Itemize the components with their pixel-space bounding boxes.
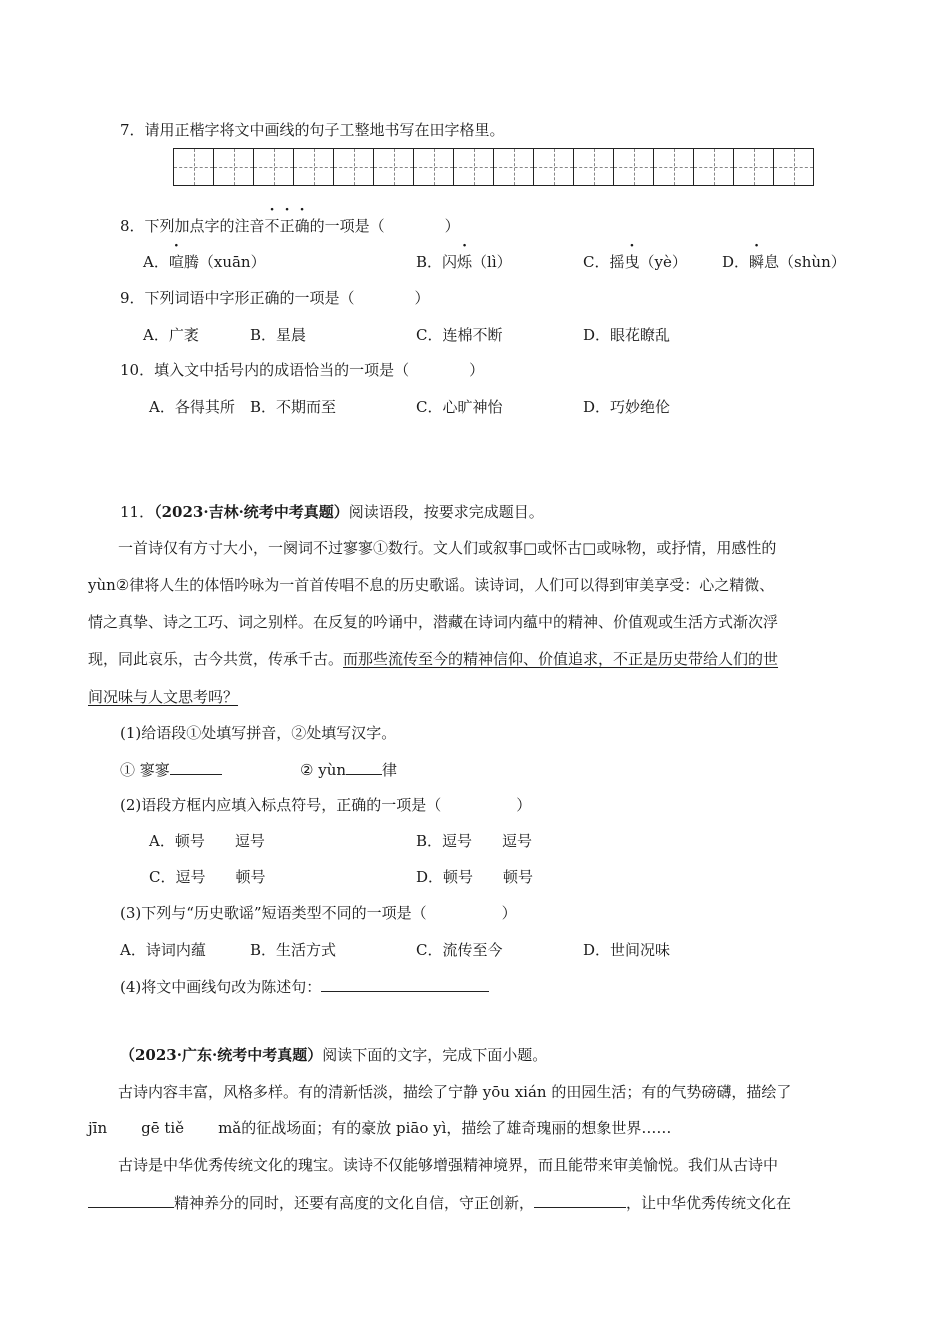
q8-option-a[interactable]	[143, 252, 266, 272]
q12-blank-2[interactable]	[534, 1192, 626, 1208]
q12-p2-rest: 的征战场面；有的豪放 piāo yì，描绘了雄奇瑰丽的想象世界……	[241, 1119, 672, 1137]
q12-para-line-2	[88, 1118, 671, 1138]
q10-option-d[interactable]: D．巧妙绝伦	[583, 398, 671, 416]
tianzi-cell[interactable]	[454, 149, 494, 185]
q12-intro: 阅读下面的文字，完成下面小题。	[322, 1046, 548, 1064]
q10-option-a[interactable]: A．各得其所	[149, 398, 235, 416]
q11-sub1-a-label: ① 寥寥	[120, 761, 170, 779]
tianzi-cell[interactable]	[174, 149, 214, 185]
tianzi-cell[interactable]	[654, 149, 694, 185]
q11-sub4-text: (4)将文中画线句改为陈述句：	[120, 978, 322, 996]
q10-option-b[interactable]: B．不期而至	[250, 398, 337, 416]
q11-para-line-2: yùn②律将人生的体悟吟咏为一首首传唱不息的历史歌谣。读诗词，人们可以得到审美享受：心之精微、	[88, 576, 775, 594]
tianzi-cell[interactable]	[294, 149, 334, 185]
q12-source: （2023·广东·统考中考真题）	[120, 1046, 323, 1064]
q8-d-label: D．	[722, 253, 750, 271]
q11-sub1-a-blank[interactable]	[170, 759, 222, 775]
q8-dot-char-3: 确	[294, 217, 310, 235]
q11-sub4	[120, 976, 489, 997]
q12-blank-1[interactable]	[88, 1192, 174, 1208]
q12-p4-end: ，让中华优秀传统文化在	[626, 1194, 792, 1212]
q12-para-line-3: 古诗是中华优秀传统文化的瑰宝。读诗不仅能够增强精神境界，而且能带来审美愉悦。我们从古诗中	[118, 1156, 779, 1174]
q8-stem-post: 的一项是（ ）	[309, 217, 460, 235]
q9-option-d[interactable]: D．眼花瞭乱	[583, 326, 671, 344]
q9-option-a[interactable]: A．广袤	[143, 326, 199, 344]
q9-stem: 9．下列词语中字形正确的一项是（ ）	[120, 289, 430, 307]
q10-option-c[interactable]: C．心旷神怡	[416, 398, 503, 416]
tianzi-cell[interactable]	[374, 149, 414, 185]
tianzi-cell[interactable]	[534, 149, 574, 185]
q11-sub3-option-d[interactable]: D．世间况味	[583, 941, 671, 959]
q11-sub2-option-b[interactable]: B．逗号 逗号	[416, 832, 533, 850]
tianzi-cell[interactable]	[774, 149, 813, 185]
q9-option-b[interactable]: B．星晨	[250, 326, 307, 344]
q11-sub1: (1)给语段①处填写拼音，②处填写汉字。	[120, 724, 397, 742]
q8-dot-char-2: 正	[279, 217, 295, 235]
q11-sub1-answer-a	[120, 759, 222, 780]
q12-para-line-4	[88, 1192, 791, 1213]
q11-sub3: (3)下列与“历史歌谣”短语类型不同的一项是（ ）	[120, 904, 517, 922]
q11-sub1-answer-b	[300, 759, 397, 780]
q8-option-c[interactable]	[583, 252, 687, 272]
q11-para-line-1: 一首诗仅有方寸大小，一阕词不过寥寥①数行。文人们或叙事□或怀古□或咏物，或抒情，用感性的	[118, 539, 777, 557]
q11-sub1-b-blank[interactable]	[346, 759, 382, 775]
q11-number: 11．	[120, 503, 155, 521]
q11-sub1-b-label: ② yùn	[300, 761, 347, 779]
tianzi-cell[interactable]	[254, 149, 294, 185]
q12-pinyin-jin: jīn	[88, 1119, 108, 1137]
q8-option-d[interactable]	[722, 252, 846, 272]
q11-underlined-sentence-a: 而那些流传至今的精神信仰、价值追求，不正是历史带给人们的世	[343, 650, 779, 668]
q8-a-dot: 喧	[168, 253, 184, 271]
q12-pinyin-ma: mǎ	[218, 1119, 242, 1137]
q11-intro: 阅读语段，按要求完成题目。	[348, 503, 544, 521]
q12-heading	[120, 1045, 547, 1065]
q8-stem	[120, 216, 460, 236]
q11-sub3-option-b[interactable]: B．生活方式	[250, 941, 337, 959]
q8-dot-char-1: 不	[264, 217, 280, 235]
tianzi-grid[interactable]	[173, 148, 814, 186]
q11-sub4-blank[interactable]	[321, 976, 489, 992]
tianzi-cell[interactable]	[334, 149, 374, 185]
q8-c-label: C．摇	[583, 253, 625, 271]
q11-sub2-option-c[interactable]: C．逗号 顿号	[149, 868, 266, 886]
q11-heading	[120, 502, 544, 522]
q11-p4-plain: 现，同此哀乐，古今共赏，传承千古。	[88, 650, 344, 668]
q11-para-line-3: 情之真挚、诗之工巧、词之别样。在反复的吟诵中，潜藏在诗词内蕴中的精神、价值观或生活方式渐次浮	[88, 613, 779, 631]
q11-sub2-option-a[interactable]: A．顿号 逗号	[149, 832, 265, 850]
q8-b-dot: 烁	[457, 253, 473, 271]
q8-a-label: A．	[143, 253, 169, 271]
q11-sub1-b-suffix: 律	[382, 761, 398, 779]
q7-stem: 7．请用正楷字将文中画线的句子工整地书写在田字格里。	[120, 121, 505, 139]
tianzi-cell[interactable]	[214, 149, 254, 185]
tianzi-cell[interactable]	[614, 149, 654, 185]
q10-stem: 10．填入文中括号内的成语恰当的一项是（ ）	[120, 361, 485, 379]
q8-option-b[interactable]	[416, 252, 512, 272]
q8-a-text: 腾（xuān）	[183, 253, 266, 271]
tianzi-cell[interactable]	[494, 149, 534, 185]
q8-d-text: 息（shùn）	[764, 253, 846, 271]
q8-c-text: （yè）	[639, 253, 687, 271]
q8-stem-pre: 8．下列加点字的注音	[120, 217, 265, 235]
q11-source: （2023·吉林·统考中考真题）	[154, 503, 349, 521]
q8-d-dot: 瞬	[749, 253, 765, 271]
q12-pinyin-ge-tie: gē tiě	[141, 1119, 185, 1137]
q8-b-text: （lì）	[472, 253, 512, 271]
q11-sub2-option-d[interactable]: D．顿号 顿号	[416, 868, 534, 886]
tianzi-cell[interactable]	[414, 149, 454, 185]
tianzi-cell[interactable]	[574, 149, 614, 185]
q12-para-line-1: 古诗内容丰富，风格多样。有的清新恬淡，描绘了宁静 yōu xián 的田园生活；有的气势磅礴，描绘了	[118, 1083, 792, 1101]
q11-para-line-5	[88, 687, 238, 707]
tianzi-cell[interactable]	[694, 149, 734, 185]
q9-option-c[interactable]: C．连棉不断	[416, 326, 503, 344]
q11-sub2: (2)语段方框内应填入标点符号，正确的一项是（ ）	[120, 796, 532, 814]
q11-sub3-option-a[interactable]: A．诗词内蕴	[120, 941, 206, 959]
q12-p4-mid: 精神养分的同时，还要有高度的文化自信，守正创新，	[174, 1194, 535, 1212]
q11-underlined-sentence-b: 间况味与人文思考吗？	[88, 688, 239, 706]
q11-sub3-option-c[interactable]: C．流传至今	[416, 941, 503, 959]
tianzi-cell[interactable]	[734, 149, 774, 185]
q8-c-dot: 曳	[624, 253, 640, 271]
q11-para-line-4	[88, 649, 778, 669]
q8-b-label: B．闪	[416, 253, 458, 271]
